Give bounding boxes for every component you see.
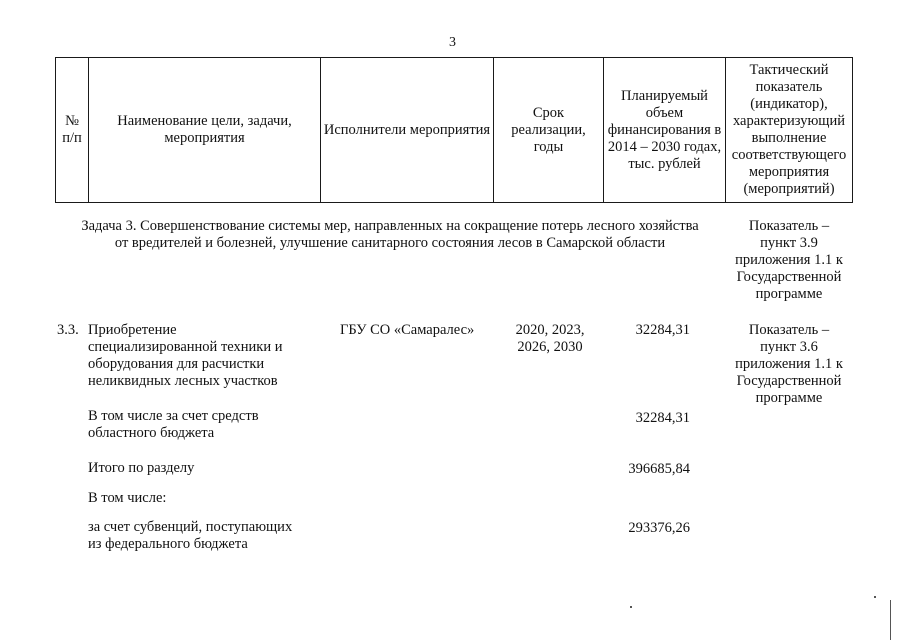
header-term: Срок реализации, годы bbox=[494, 58, 604, 203]
row-3-3-name: Приобретение специализированной техники и оборудования для расчистки неликвидных лесных участков bbox=[88, 322, 283, 389]
scan-edge-mark bbox=[890, 600, 891, 640]
regional-budget-label: В том числе за счет средств областного бюджета bbox=[88, 408, 259, 441]
header-executors: Исполнители мероприятия bbox=[321, 58, 494, 203]
scan-speck bbox=[874, 596, 876, 598]
row-3-3-years: 2020, 2023, 2026, 2030 bbox=[515, 322, 585, 355]
section-total-amount: 396685,84 bbox=[628, 461, 690, 477]
including-label: В том числе: bbox=[88, 490, 167, 506]
task-3-heading bbox=[60, 218, 720, 252]
header-funding: Планируемый объем финансирования в 2014 – 2030 годах, тыс. рублей bbox=[604, 58, 726, 203]
header-indicator: Тактический показатель (индикатор), характеризующий выполнение соответствующего мероприятия (мероприятий) bbox=[726, 58, 853, 203]
row-3-3-executor: ГБУ СО «Самаралес» bbox=[340, 322, 475, 338]
table-header bbox=[55, 57, 853, 203]
federal-subvention-amount: 293376,26 bbox=[628, 520, 690, 536]
task-3-line-1: Задача 3. Совершенствование системы мер, направленных на сокращение потерь лесного хозяйства bbox=[81, 218, 699, 234]
task-3-indicator: Показатель – пункт 3.9 приложения 1.1 к Государственной программе bbox=[735, 218, 843, 302]
regional-budget-amount: 32284,31 bbox=[635, 410, 690, 426]
row-3-3-indicator: Показатель – пункт 3.6 приложения 1.1 к Государственной программе bbox=[735, 322, 843, 406]
row-3-3-amount: 32284,31 bbox=[635, 322, 690, 338]
header-num: № п/п bbox=[56, 58, 89, 203]
section-total-label: Итого по разделу bbox=[88, 460, 195, 476]
federal-subvention-label: за счет субвенций, поступающих из федерального бюджета bbox=[88, 519, 293, 552]
scan-speck bbox=[630, 606, 632, 608]
page-number: 3 bbox=[449, 35, 456, 50]
header-name: Наименование цели, задачи, мероприятия bbox=[89, 58, 321, 203]
row-3-3-number: 3.3. bbox=[57, 322, 79, 338]
task-3-line-2: от вредителей и болезней, улучшение санитарного состояния лесов в Самарской области bbox=[114, 235, 666, 251]
